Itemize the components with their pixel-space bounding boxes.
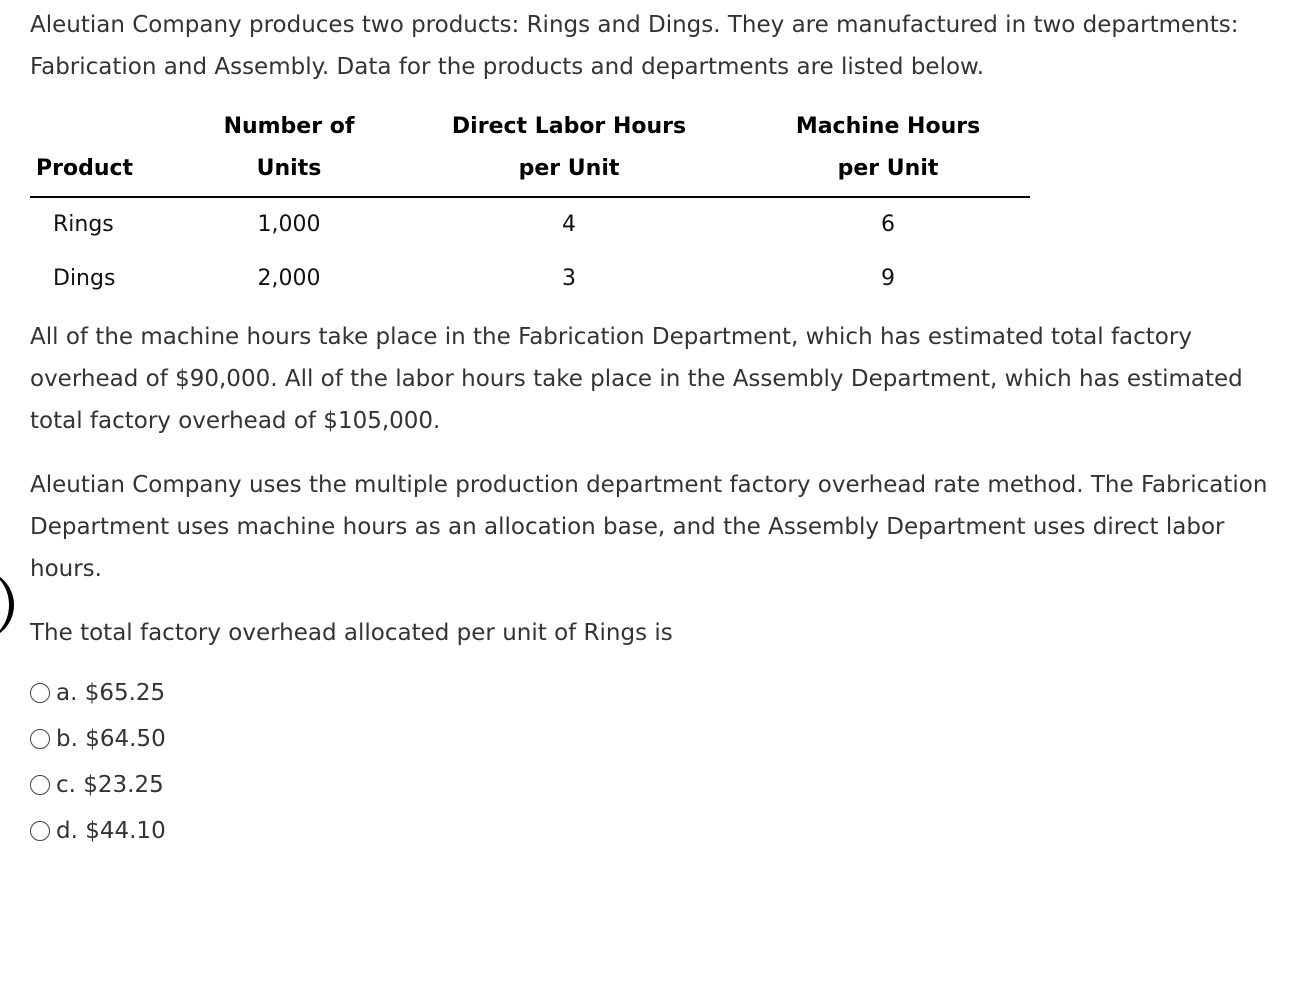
question-text: The total factory overhead allocated per unit of Rings is [30, 620, 673, 646]
option-a[interactable] [30, 678, 165, 708]
intro-paragraph: Aleutian Company produces two products: Rings and Dings. They are manufactured in two departments: Fabrication and Assembly. Data for the products and departments are listed below. [30, 12, 1239, 80]
radio-button[interactable] [30, 683, 50, 703]
method-paragraph: Aleutian Company uses the multiple production department factory overhead rate method. The Fabrication Department uses machine hours as an allocation base, and the Assembly Department uses direct labor hours. [30, 472, 1268, 582]
radio-button[interactable] [30, 729, 50, 749]
option-label: d. $44.10 [56, 818, 166, 844]
header-units-line1: Number of [223, 114, 355, 139]
row-mh: 9 [881, 266, 895, 291]
header-mh-line1: Machine Hours [795, 114, 981, 139]
header-units-line2: Units [256, 156, 322, 181]
row-mh: 6 [881, 212, 895, 237]
table-header-rule [30, 196, 1030, 198]
option-b[interactable] [30, 724, 166, 754]
option-label: b. $64.50 [56, 726, 166, 752]
row-product: Rings [53, 212, 114, 237]
option-label: a. $65.25 [56, 680, 166, 706]
row-units: 1,000 [257, 212, 321, 237]
header-dlh-line2: per Unit [518, 156, 620, 181]
option-d[interactable] [30, 816, 166, 846]
row-units: 2,000 [257, 266, 321, 291]
header-mh-line2: per Unit [837, 156, 939, 181]
row-dlh: 3 [562, 266, 576, 291]
row-product: Dings [53, 266, 116, 291]
option-label: c. $23.25 [56, 772, 164, 798]
header-dlh-line1: Direct Labor Hours [451, 114, 687, 139]
option-c[interactable] [30, 770, 164, 800]
row-dlh: 4 [562, 212, 576, 237]
radio-button[interactable] [30, 775, 50, 795]
radio-button[interactable] [30, 821, 50, 841]
header-product: Product [36, 156, 134, 181]
overhead-paragraph: All of the machine hours take place in the Fabrication Department, which has estimated total factory overhead of $90,000. All of the labor hours take place in the Assembly Department, which has estimated total factory overhead of $105,000. [30, 324, 1243, 434]
bracket-mark [0, 570, 14, 640]
